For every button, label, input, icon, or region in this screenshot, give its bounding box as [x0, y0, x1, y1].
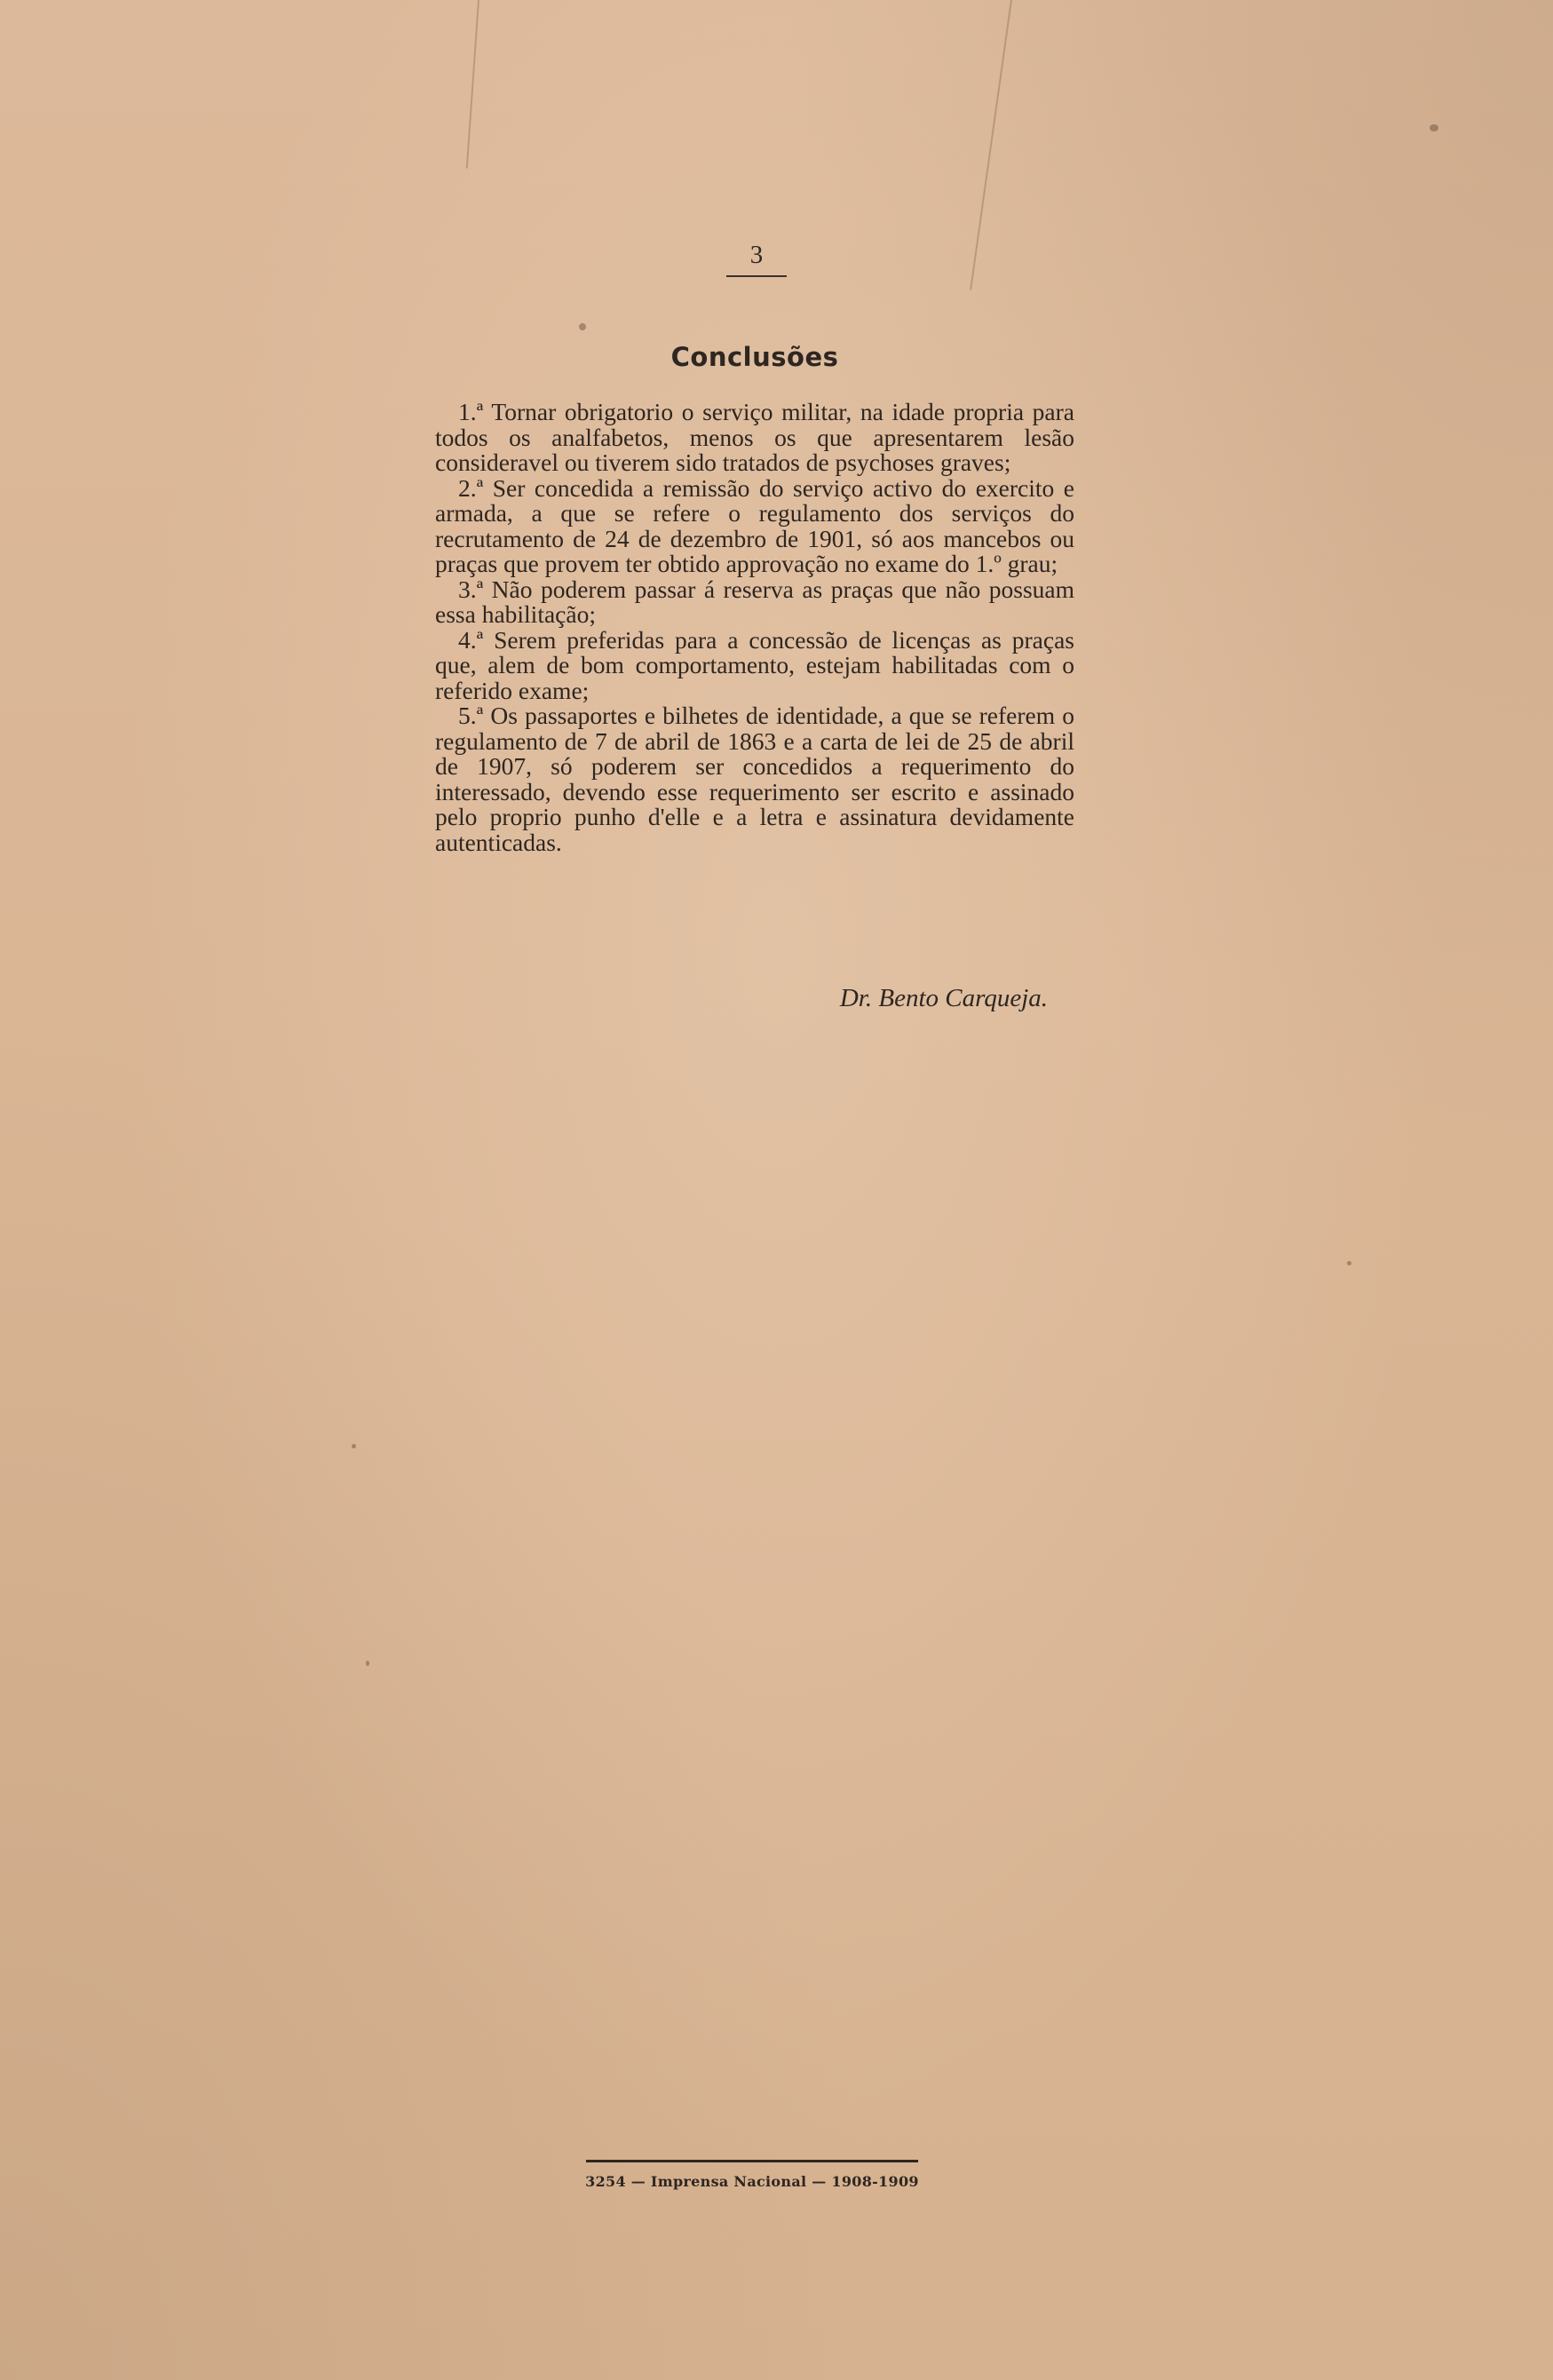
conclusion-paragraph-2: 2.ª Ser concedida a remissão do serviço activo do exercito e armada, a que se refere o regulamento dos serviços do recrutamento de 24 de dezembro de 1901, só aos mancebos ou praças que provem ter obtido approvação no exame do 1.º grau;	[435, 473, 1074, 577]
conclusion-paragraph-4: 4.ª Serem preferidas para a concessão de licenças as praças que, alem de bom comportamento, estejam habilitadas com o referido exame;	[435, 625, 1074, 704]
paper-speck	[366, 1661, 369, 1666]
conclusion-paragraph-1: 1.ª Tornar obrigatorio o serviço militar, na idade propria para todos os analfabetos, menos os que apresentarem lesão consideravel ou tiverem sido tratados de psychoses graves;	[435, 398, 1074, 476]
paper-crease	[466, 0, 479, 169]
conclusion-paragraph-3: 3.ª Não poderem passar á reserva as praças que não possuam essa habilitação;	[435, 575, 1074, 628]
imprint-rule	[586, 2160, 918, 2162]
printer-imprint: 3254 — Imprensa Nacional — 1908-1909	[585, 2173, 919, 2190]
page-number-rule	[726, 275, 787, 277]
paper-crease	[970, 0, 1012, 290]
section-heading: Conclusões	[670, 342, 839, 372]
paper-speck	[1430, 124, 1438, 131]
paper-speck	[579, 323, 586, 330]
conclusion-paragraph-5: 5.ª Os passaportes e bilhetes de identidade, a que se referem o regulamento de 7 de abril de 1863 e a carta de lei de 25 de abril de 1907, só poderem ser concedidos a requerimento do interessado, devendo esse requerimento ser escrito e assinado pelo proprio punho d'elle e a letra e assinatura devidamente autenticadas.	[435, 702, 1074, 856]
page-number: 3	[749, 241, 764, 269]
conclusions-body	[435, 400, 1074, 855]
author-signature: Dr. Bento Carqueja.	[839, 984, 1048, 1012]
paper-speck	[352, 1444, 356, 1448]
paper-speck	[1347, 1261, 1351, 1265]
